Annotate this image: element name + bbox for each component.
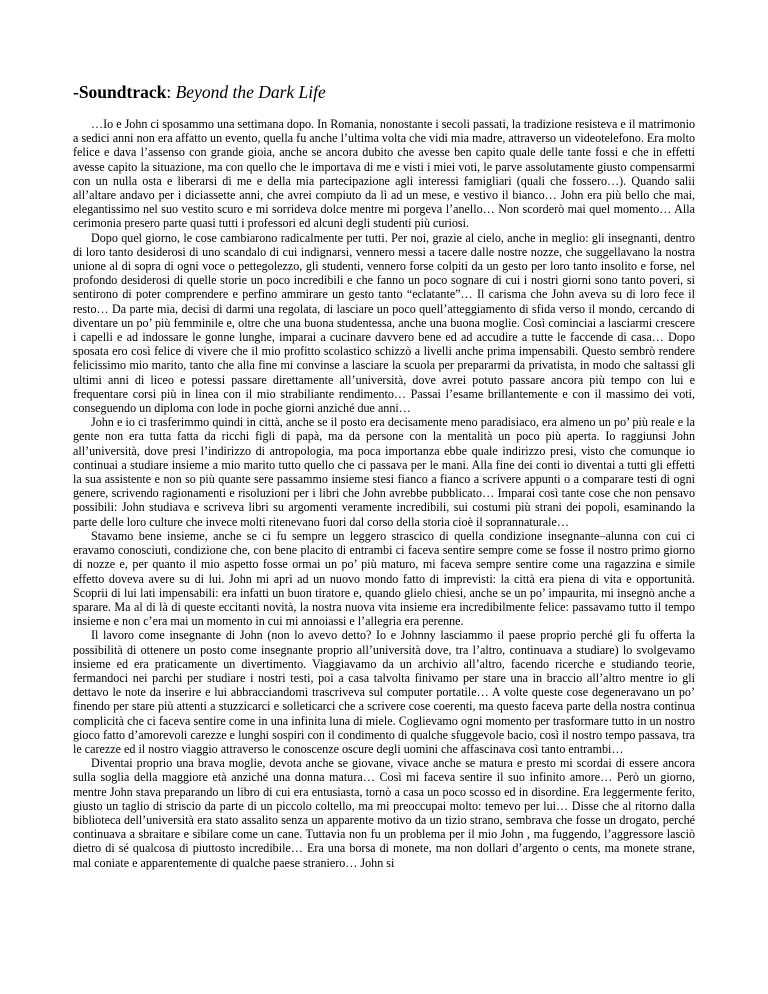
paragraph: Diventai proprio una brava moglie, devota anche se giovane, vivace anche se matura e presto mi scordai di essere ancora sulla soglia della maggiore età anziché una donna matura… Così mi faceva sentire il suo infinito amore… Però un giorno, mentre John stava preparando un libro di cui era entusiasta, tornò a casa un poco scosso ed in disordine. Era leggermente ferito, giusto un taglio di striscio da parte di un piccolo coltello, ma mi preoccupai molto: temevo per lui… Disse che al ritorno dalla biblioteca dell’università era stato assalito senza un apparente motivo da un tizio strano, sembrava che fosse un drogato, perché continuava a sbraitare e sibilare come un cane. Tuttavia non fu un problema per il mio John , ma fuggendo, l’aggressore lasciò dietro di sé qualcosa di piuttosto incredibile… Era una borsa di monete, ma non dollari d’argento o cents, ma monete strane, mal coniate e apparentemente di qualche paese straniero… John si	[73, 756, 695, 870]
heading-label: -Soundtrack	[73, 82, 167, 102]
body-text	[73, 117, 695, 870]
paragraph: Il lavoro come insegnante di John (non lo avevo detto? Io e Johnny lasciammo il paese proprio perché gli fu offerta la possibilità di ottenere un posto come insegnante proprio all’università dove, tra l’altro, continuava a studiare) lo svolgevamo insieme ed era praticamente un divertimento. Viaggiavamo da un archivio all’altro, facendo ricerche e studiando teorie, fermandoci nei parchi per studiare i nostri testi, poi a casa talvolta finivamo per stare una in braccio all’altro mentre io gli dettavo le note da inserire e lui abbracciandomi trascriveva sul computer portatile… A volte queste cose degeneravano un po’ finendo per stare più attenti a stuzzicarci e solleticarci che a scrivere cose coerenti, ma questo faceva parte della nostra continua complicità che ci faceva sentire come in una infinita luna di miele. Coglievamo ogni momento per trasformare tutto in un nostro gioco fatto d’amorevoli carezze e lunghi sospiri con il condimento di qualche sfuggevole bacio, così il nostro tempo passava, tra le carezze ed il nostro viaggio attraverso le conoscenze oscure degli uomini che affascinava così tanto entrambi…	[73, 628, 695, 756]
paragraph: John e io ci trasferimmo quindi in città, anche se il posto era decisamente meno paradisiaco, era almeno un po’ più reale e la gente non era tutta fatta da ricchi figli di papà, ma da persone con la mentalità un poco più aperta. Io raggiunsi John all’università, dove presi l’indirizzo di antropologia, ma poca importanza ebbe quale indirizzo presi, visto che comunque io continuai a studiare insieme a mio marito tutto quello che ci passava per le mani. Alla fine dei conti io diventai a tutti gli effetti la sua assistente e non so più quante sere passammo insieme stesi fianco a fianco a scrivere appunti o a comparare testi di ogni genere, scrivendo ragionamenti e risoluzioni per i libri che John avrebbe pubblicato… Imparai così tante cose che non pensavo possibili: John studiava e scriveva libri su argomenti veramente incredibili, sui costumi più strani dei popoli, esaminando la parte delle loro culture che invece molti ritenevano fuori dal corso della storia cioè il soprannaturale…	[73, 415, 695, 529]
paragraph: Dopo quel giorno, le cose cambiarono radicalmente per tutti. Per noi, grazie al cielo, anche in meglio: gli insegnanti, dentro di loro tanto desiderosi di uno scandalo di cui indignarsi, vennero messi a tacere dalle nostre nozze, che suggellavano la nostra unione al di sopra di ogni voce o pettegolezzo, gli studenti, vennero forse colpiti da un gesto per loro tanto insolito e forse, nel profondo desiderosi di quelle storie un poco incredibili e che fanno un poco sognare di cui i nostri giorni sono tanto poveri, si sentirono di poter comprendere e perfino ammirare un gesto tanto “eclatante”… Il carisma che John aveva su di loro fece il resto… Da parte mia, decisi di darmi una regolata, di lasciare un poco quell’atteggiamento di sfida verso il mondo, cercando di diventare un po’ più femminile e, oltre che una buona studentessa, anche una buona moglie. Così cominciai a lasciarmi crescere i capelli e ad indossare le gonne lunghe, imparai a cucinare davvero bene ed ad accudire a tutte le faccende di casa… Dopo sposata ero così felice di vivere che il mio profitto scolastico schizzò a livelli anche prima impensabili. Questo sembrò rendere felicissimo mio marito, tanto che alla fine mi convinse a lasciare la scuola per prepararmi da privatista, in modo che saltassi gli ultimi anni di liceo e potessi passare direttamente all’università, dove avrei potuto passare ancora più tempo con lui e frequentare corsi più in linea con il mio strabiliante rendimento… Passai l’esame brillantemente e con il massimo dei voti, conseguendo un diploma con lode in poche giorni anziché due anni…	[73, 230, 695, 416]
paragraph: Stavamo bene insieme, anche se ci fu sempre un leggero strascico di quella condizione insegnante–alunna con cui ci eravamo conosciuti, condizione che, con bene placito di entrambi ci faceva sentire sempre come se fosse il nostro primo giorno di nozze e, per quanto il mio aspetto fosse ormai un po’ più maturo, mi faceva sempre sentire come una ragazzina e simile effetto doveva avere su di lui. John mi aprì ad un nuovo mondo fatto di imprevisti: la città era piena di vita e opportunità. Scoprii di lui lati impensabili: era infatti un buon tiratore e, quando glielo chiesi, anche se un po’ impaurita, mi insegnò anche a sparare. Ma al di là di queste eccitanti novità, la nostra nuova vita insieme era incredibilmente felice: passavamo tutto il tempo insieme e non c’era mai un momento in cui mi annoiassi e l’allegria era perenne.	[73, 528, 695, 629]
heading-title: Beyond the Dark Life	[175, 82, 326, 102]
paragraph: …Io e John ci sposammo una settimana dopo. In Romania, nonostante i secoli passati, la tradizione resisteva e il matrimonio a sedici anni non era affatto un evento, quella fu anche l’ultima volta che vidi mia madre, attraverso un videotelefono. Era molto felice e dava l’assenso con grande gioia, anche se ancora dubito che avesse ben capito quale delle tante fossi e che in effetti avesse capito la situazione, ma con quello che le importava di me e visti i miei voti, le parve assolutamente giusto compensarmi con un nulla osta e liberarsi di me e della mia partecipazione agli interessi famigliari (quali che fossero…). Quando salii all’altare andavo per i diciassette anni, che avrei compiuto da lì ad un mese, e vestivo il bianco… John era più bello che mai, elegantissimo nel suo vestito scuro e mi sorrideva dolce mentre mi porgeva l’anello… Non scorderò mai quel momento… Alla cerimonia presero parte quasi tutti i professori ed alcuni degli studenti più curiosi.	[73, 117, 695, 231]
heading-separator: :	[166, 82, 176, 102]
chapter-heading	[73, 81, 713, 103]
